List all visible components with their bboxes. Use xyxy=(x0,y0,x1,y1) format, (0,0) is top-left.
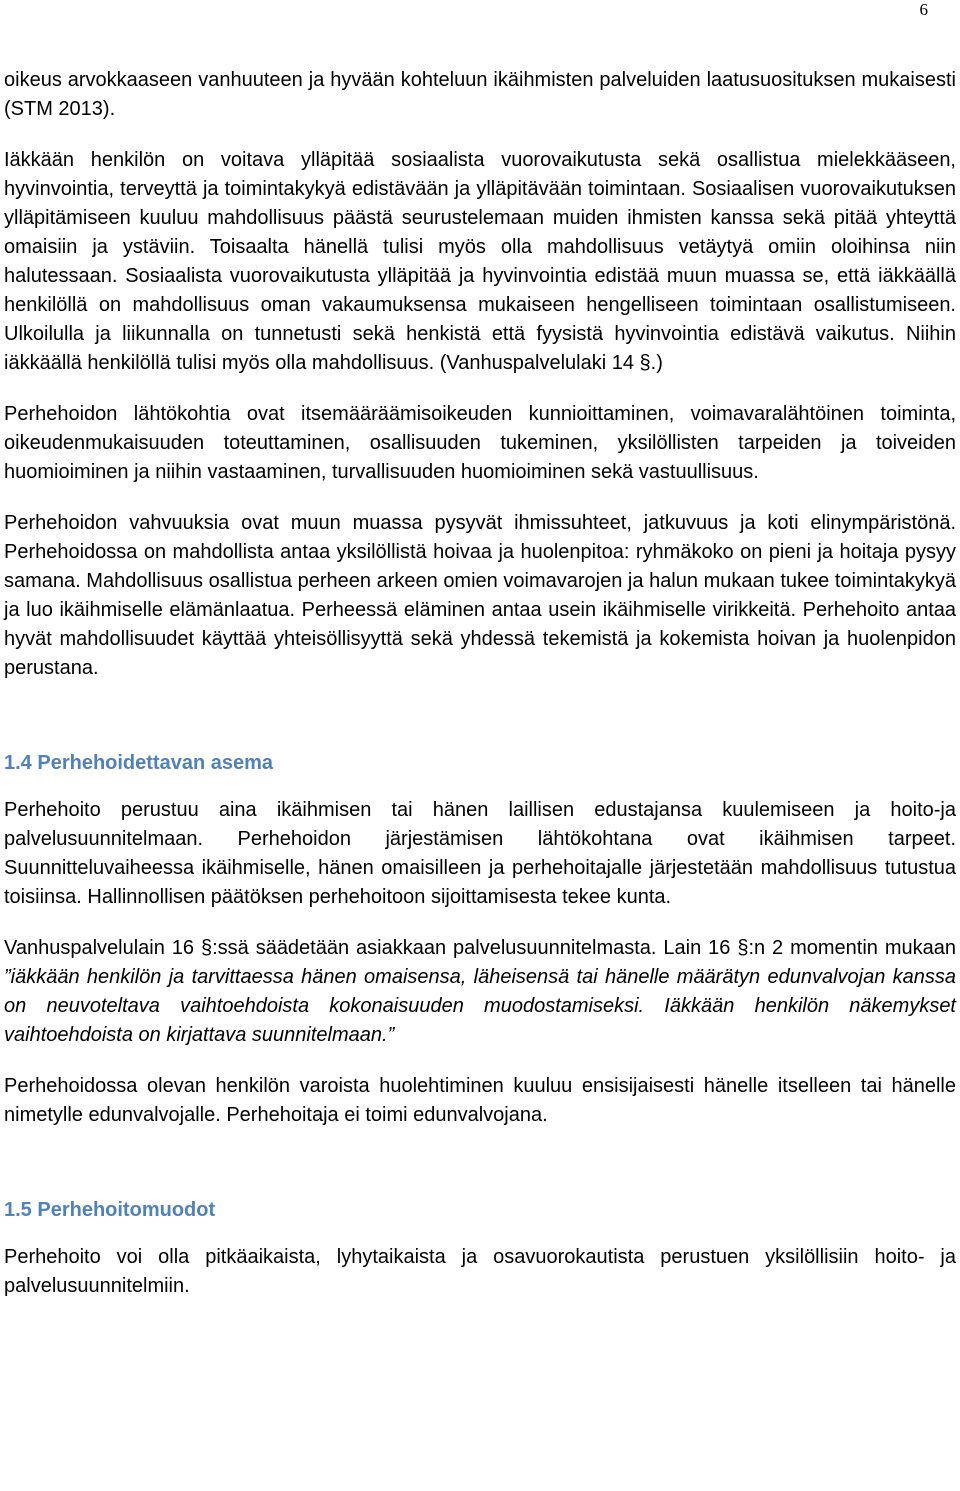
paragraph-care-plan: Perhehoito perustuu aina ikäihmisen tai hänen laillisen edustajansa kuulemiseen ja hoito-ja palvelusuunnitelmaan. Perhehoidon järjestämisen lähtökohtana ovat ikäihmisen tarpeet. Suunnitteluvaiheessa ikäihmiselle, hänen omaisilleen ja perhehoitajalle järjestetään mahdollisuus tutustua toisiinsa. Hallinnollisen päätöksen perhehoitoon sijoittamisesta tekee kunta. xyxy=(4,799,956,908)
paragraph-care-forms: Perhehoito voi olla pitkäaikaista, lyhytaikaista ja osavuorokautista perustuen yksilöllisiin hoito- ja palvelusuunnitelmiin. xyxy=(4,1246,956,1297)
document-body xyxy=(4,66,956,1301)
section-heading-1-4: 1.4 Perhehoidettavan asema xyxy=(4,752,274,774)
paragraph-family-care-strengths: Perhehoidon vahvuuksia ovat muun muassa pysyvät ihmissuhteet, jatkuvuus ja koti elinympäristönä. Perhehoidossa on mahdollista antaa yksilöllistä hoivaa ja huolenpitoa: ryhmäkoko on pieni ja hoitaja pysyy samana. Mahdollisuus osallistua perheen arkeen omien voimavarojen ja halun mukaan tukee toimintakykyä ja luo ikäihmiselle elämänlaatua. Perheessä eläminen antaa usein ikäihmiselle virikkeitä. Perhehoito antaa hyvät mahdollisuudet käyttää yhteisöllisyyttä sekä yhdessä tekemistä ja kokemista hoivan ja huolenpidon perustana. xyxy=(4,512,956,679)
paragraph-service-plan-law xyxy=(4,934,956,1050)
paragraph-social-interaction: Iäkkään henkilön on voitava ylläpitää sosiaalista vuorovaikutusta sekä osallistua mielekkääseen, hyvinvointia, terveyttä ja toimintakykyä edistävään ja ylläpitävään toimintaan. Sosiaalisen vuorovaikutuksen ylläpitämiseen kuuluu mahdollisuus päästä seurustelemaan muiden ihmisten kanssa sekä pitää yhteyttä omaisiin ja ystäviin. Toisaalta hänellä tulisi myös olla mahdollisuus vetäytyä omiin oloihinsa niin halutessaan. Sosiaalista vuorovaikutusta ylläpitää ja hyvinvointia edistää muun muassa se, että iäkkäällä henkilöllä on mahdollisuus oman vakaumuksensa mukaiseen hengelliseen toimintaan osallistumiseen. Ulkoilulla ja liikunnalla on tunnetusti sekä henkistä että fyysistä hyvinvointia edistävä vaikutus. Niihin iäkkäällä henkilöllä tulisi myös olla mahdollisuus. (Vanhuspalvelulaki 14 §.) xyxy=(4,149,956,374)
section-heading-1-5: 1.5 Perhehoitomuodot xyxy=(4,1199,216,1221)
paragraph-family-care-principles: Perhehoidon lähtökohtia ovat itsemääräämisoikeuden kunnioittaminen, voimavaralähtöinen toiminta, oikeudenmukaisuuden toteuttaminen, osallisuuden tukeminen, yksilöllisten tarpeiden ja toiveiden huomioiminen ja niihin vastaaminen, turvallisuuden huomioiminen sekä vastuullisuus. xyxy=(4,403,956,483)
paragraph-dignity: oikeus arvokkaaseen vanhuuteen ja hyvään kohteluun ikäihmisten palveluiden laatusuosituksen mukaisesti (STM 2013). xyxy=(4,69,956,120)
paragraph-guardian-finances: Perhehoidossa olevan henkilön varoista huolehtiminen kuuluu ensisijaisesti hänelle itselleen tai hänelle nimetylle edunvalvojalle. Perhehoitaja ei toimi edunvalvojana. xyxy=(4,1075,956,1126)
law-quote-text: ”iäkkään henkilön ja tarvittaessa hänen omaisensa, läheisensä tai hänelle määrätyn edunvalvojan kanssa on neuvoteltava vaihtoehdoista kokonaisuuden muodostamiseksi. Iäkkään henkilön näkemykset vaihtoehdoista on kirjattava suunnitelmaan.” xyxy=(4,966,956,1046)
law-reference-text: Vanhuspalvelulain 16 §:ssä säädetään asiakkaan palvelusuunnitelmasta. Lain 16 §:n 2 momentin mukaan xyxy=(4,937,956,959)
page-number: 6 xyxy=(919,0,928,19)
